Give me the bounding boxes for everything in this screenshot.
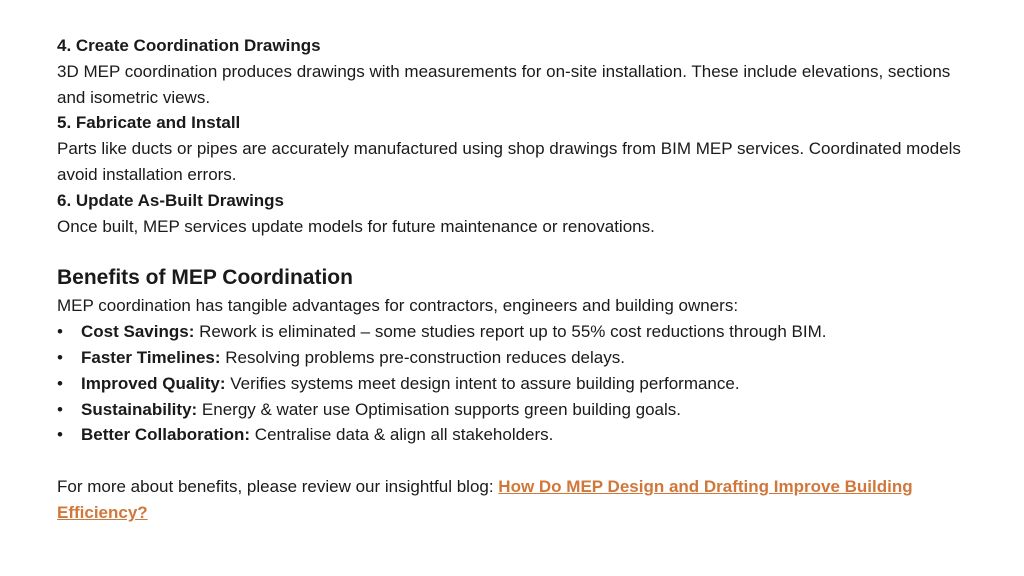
footer-note	[57, 474, 967, 526]
bullet-icon: •	[57, 322, 63, 342]
list-item	[57, 422, 967, 448]
step-title: 4. Create Coordination Drawings	[57, 36, 321, 55]
list-item	[57, 319, 967, 345]
benefit-text: Resolving problems pre-construction reduces delays.	[220, 347, 625, 367]
step-5	[57, 110, 967, 187]
benefits-list	[57, 319, 967, 448]
step-body: Once built, MEP services update models for future maintenance or renovations.	[57, 216, 655, 236]
benefit-text: Energy & water use Optimisation supports green building goals.	[197, 399, 682, 419]
step-body: 3D MEP coordination produces drawings with measurements for on-site installation. These include elevations, sections and isometric views.	[57, 61, 951, 107]
list-item	[57, 397, 967, 423]
step-4	[57, 33, 967, 110]
bullet-icon: •	[57, 347, 63, 367]
benefit-label: Cost Savings:	[81, 322, 195, 342]
section-intro: MEP coordination has tangible advantages for contractors, engineers and building owners:	[57, 296, 739, 316]
bullet-icon: •	[57, 425, 63, 445]
benefit-text: Verifies systems meet design intent to assure building performance.	[225, 373, 740, 393]
list-item	[57, 371, 967, 397]
list-item	[57, 345, 967, 371]
footer-prefix: For more about benefits, please review our insightful blog:	[57, 477, 499, 497]
benefit-label: Improved Quality:	[81, 373, 226, 393]
step-title: 6. Update As-Built Drawings	[57, 190, 285, 210]
blog-link[interactable]: How Do MEP Design and Drafting Improve Building Efficiency?	[57, 477, 913, 522]
step-title: 5. Fabricate and Install	[57, 113, 241, 133]
bullet-icon: •	[57, 399, 63, 419]
slide-content	[57, 33, 967, 526]
bullet-icon: •	[57, 373, 63, 393]
benefit-text: Centralise data & align all stakeholders.	[250, 425, 554, 445]
step-body: Parts like ducts or pipes are accurately manufactured using shop drawings from BIM MEP services. Coordinated models avoid installation errors.	[57, 139, 961, 184]
benefit-label: Better Collaboration:	[81, 425, 251, 445]
step-6	[57, 188, 967, 240]
benefit-text: Rework is eliminated – some studies report up to 55% cost reductions through BIM.	[194, 322, 827, 342]
section-title: Benefits of MEP Coordination	[57, 266, 353, 290]
benefit-label: Sustainability:	[81, 399, 198, 419]
benefit-label: Faster Timelines:	[81, 347, 221, 367]
